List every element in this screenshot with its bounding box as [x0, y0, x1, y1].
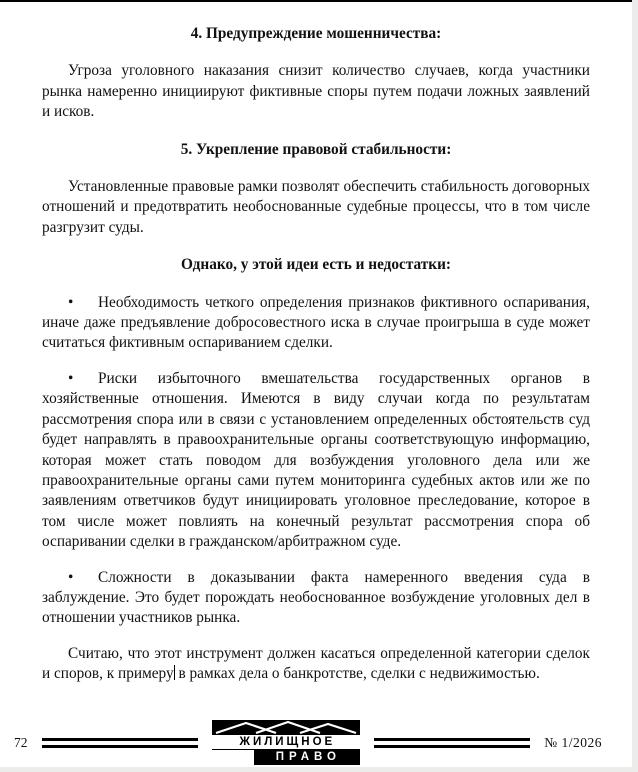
footer-rule-left — [42, 738, 198, 748]
bullet-marker: • — [68, 568, 74, 586]
closing-text-after-cursor: в рамках дела о банкротстве, сделки с недвижимостью. — [174, 665, 540, 683]
logo-text-zhilishchnoe: ЖИЛИЩНОЕ — [212, 735, 360, 750]
drawbacks-heading: Однако, у этой идеи есть и недостатки: — [180, 256, 452, 274]
closing-paragraph — [42, 644, 590, 685]
footer-rule-right — [374, 738, 530, 748]
page-footer — [14, 720, 602, 765]
bullet-text: Сложности в доказывании факта намеренного введения суда в заблуждение. Это будет порождать необоснованное возбуждение уголовных дел в отношении участников рынка. — [42, 568, 590, 627]
bullet-item-definition-risk — [42, 293, 590, 354]
bullet-marker: • — [68, 293, 74, 311]
closing-text-before-cursor: Считаю, что этот инструмент должен касаться определенной категории сделок и споров, к примеру — [42, 644, 590, 683]
section-heading-fraud-prevention: 4. Предупреждение мошенничества: — [190, 25, 442, 42]
paragraph-fraud-prevention: Угроза уголовного наказания снизит количество случаев, когда участники рынка намеренно инициируют фиктивные споры путем подачи ложных заявлений и исков. — [42, 62, 590, 121]
bullet-item-state-interference-risk — [42, 369, 590, 553]
logo-text-pravo: ПРАВО — [254, 750, 360, 765]
bullet-item-proof-difficulty — [42, 568, 590, 629]
article-body — [0, 2, 632, 685]
paragraph-legal-stability: Установленные правовые рамки позволят обеспечить стабильность договорных отношений и предотвратить необоснованные судебные процессы, что в том числе разгрузит суды. — [42, 178, 590, 236]
page-number: 72 — [14, 734, 28, 750]
issue-number: № 1/2026 — [544, 734, 603, 750]
section-heading-legal-stability: 5. Укрепление правовой стабильности: — [180, 140, 452, 158]
zhilishchnoe-pravo-logo — [212, 720, 360, 765]
bullet-marker: • — [68, 369, 74, 387]
roof-zigzag-icon — [212, 720, 360, 735]
bullet-text: Необходимость четкого определения признаков фиктивного оспаривания, иначе даже предъявление добросовестного иска в случае проигрыша в суде может считаться фиктивным оспариванием сделки. — [42, 293, 590, 352]
logo-text-pravo-wrap — [212, 750, 360, 765]
bullet-text: Риски избыточного вмешательства государственных органов в хозяйственные отношения. Имеются в виду случаи когда по результатам рассмотрения спора или в связи с установлением определенных обстоятельств суд будет направлять в правоохранительные органы соответствующую информацию, которая может стать поводом для возбуждения уголовного дела или же правоохранительные органы сами путем мониторинга судебных актов или же по заявлениям ответчиков будут инициировать уголовное преследование, которое в том числе может повлиять на конечный результат рассмотрения спора об оспаривании сделки в гражданском/арбитражном суде. — [42, 369, 590, 551]
